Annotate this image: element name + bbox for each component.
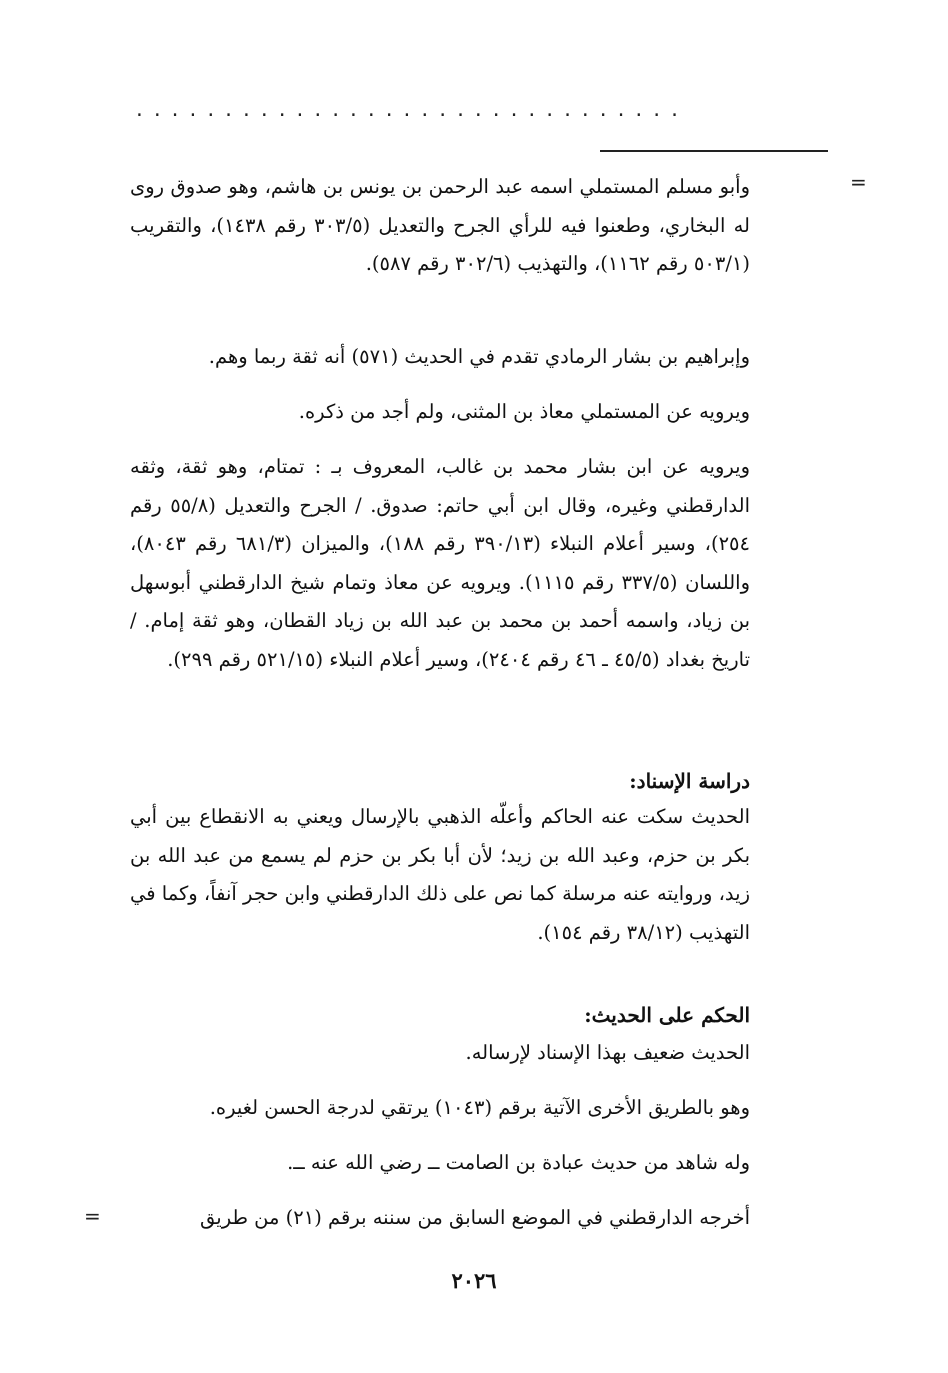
footnote-paragraph-3 bbox=[130, 393, 750, 432]
ruling-text: أخرجه الدارقطني في الموضع السابق من سننه برقم (٢١) من طريق bbox=[200, 1206, 750, 1229]
ruling-text: وهو بالطريق الأخرى الآتية برقم (١٠٤٣) يرتقي لدرجة الحسن لغيره. bbox=[209, 1096, 750, 1119]
ruling-section bbox=[130, 996, 750, 1034]
footnote-rule bbox=[600, 150, 828, 152]
footnote-text: ويرويه عن ابن بشار محمد بن غالب، المعروف بـ : تمتام، وهو ثقة، وثقه الدارقطني وغيره، وقال ابن أبي حاتم: صدوق. / الجرح والتعديل (٥٥/٨ رقم ٢٥٤)، وسير أعلام النبلاء (٣٩٠/١٣ رقم ١٨٨)، والميزان (٦٨١/٣ رقم ٨٠٤٣)، واللسان (٣٣٧/٥ رقم ١١١٥). ويرويه عن معاذ وتمام شيخ الدارقطني أبوسهل بن زياد، واسمه أحمد بن محمد بن عبد الله بن زياد القطان، وهو ثقة إمام. / تاريخ بغداد (٤٥/٥ ـ ٤٦ رقم ٢٤٠٤)، وسير أعلام النبلاء (٥٢١/١٥ رقم ٢٩٩). bbox=[130, 455, 750, 671]
ruling-heading: الحكم على الحديث: bbox=[584, 1003, 750, 1027]
continuation-marker-top: = bbox=[850, 170, 867, 194]
isnad-study-heading: دراسة الإسناد: bbox=[629, 769, 750, 793]
page-number: ٢٠٢٦ bbox=[451, 1268, 497, 1293]
ruling-paragraph-3 bbox=[130, 1144, 750, 1183]
ruling-paragraph-4 bbox=[130, 1199, 750, 1238]
continuation-marker-bottom: = bbox=[84, 1204, 101, 1228]
footnote-text: ويرويه عن المستملي معاذ بن المثنى، ولم أجد من ذكره. bbox=[298, 400, 750, 423]
ruling-paragraph-2 bbox=[130, 1089, 750, 1128]
ruling-paragraph-1 bbox=[130, 1034, 750, 1073]
ruling-text: الحديث ضعيف بهذا الإسناد لإرساله. bbox=[465, 1041, 750, 1064]
footnote-separator-dots: ............................... bbox=[134, 104, 687, 118]
isnad-study-section bbox=[130, 762, 750, 800]
footnote-paragraph-1 bbox=[130, 168, 750, 284]
footnote-paragraph-4 bbox=[130, 448, 750, 679]
isnad-study-text: الحديث سكت عنه الحاكم وأعلّه الذهبي بالإرسال ويعني به الانقطاع بين أبي بكر بن حزم، وعبد الله بن زيد؛ لأن أبا بكر بن حزم لم يسمع من عبد الله بن زيد، وروايته عنه مرسلة كما نص على ذلك الدارقطني وابن حجر آنفاً، وكما في التهذيب (٣٨/١٢ رقم ١٥٤). bbox=[130, 805, 750, 944]
ruling-text: وله شاهد من حديث عبادة بن الصامت ــ رضي الله عنه ــ. bbox=[287, 1151, 750, 1174]
footnote-text: وإبراهيم بن بشار الرمادي تقدم في الحديث (٥٧١) أنه ثقة ربما وهم. bbox=[208, 345, 750, 368]
footnote-paragraph-2 bbox=[130, 338, 750, 377]
isnad-study-body bbox=[130, 798, 750, 952]
footnote-text: وأبو مسلم المستملي اسمه عبد الرحمن بن يونس بن هاشم، وهو صدوق روى له البخاري، وطعنوا فيه للرأي الجرح والتعديل (٣٠٣/٥ رقم ١٤٣٨)، والتقريب (٥٠٣/١ رقم ١١٦٢)، والتهذيب (٣٠٢/٦ رقم ٥٨٧). bbox=[130, 175, 750, 275]
